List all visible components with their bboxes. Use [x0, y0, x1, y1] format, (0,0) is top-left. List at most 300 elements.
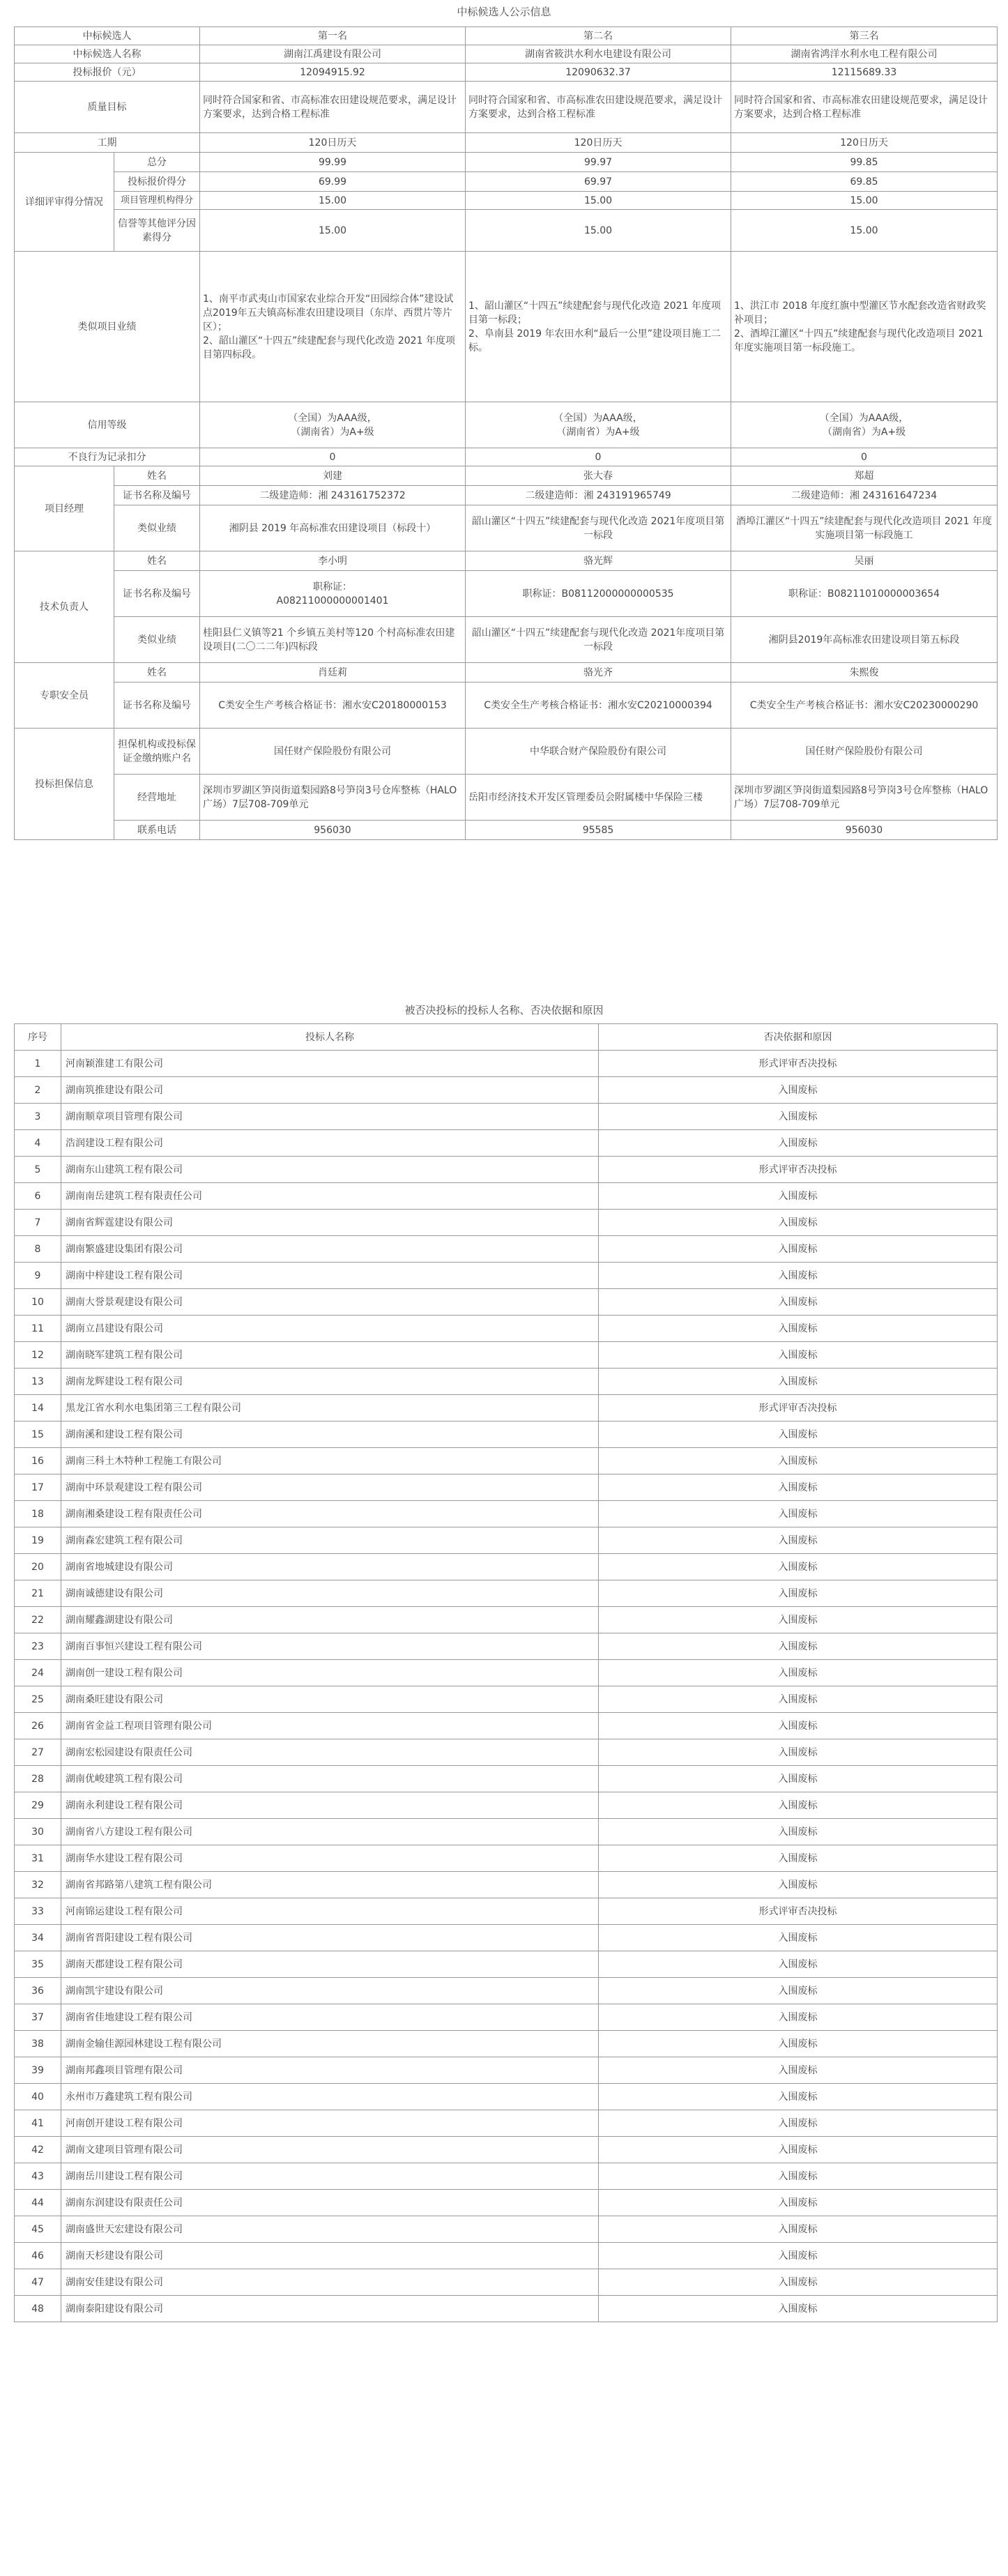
- bidder-name: 湖南泰阳建设有限公司: [61, 2296, 599, 2322]
- price-score-label: 投标报价得分: [114, 172, 200, 192]
- period-row: [15, 133, 998, 153]
- pm-name-3: 郑超: [731, 466, 998, 486]
- row-index: 41: [15, 2110, 61, 2137]
- reject-reason: 入围废标: [599, 1422, 998, 1448]
- row-index: 45: [15, 2216, 61, 2243]
- price-3: 12115689.33: [731, 63, 998, 82]
- similar-3: 1、洪江市 2018 年度红旗中型灌区节水配套改造省财政奖补项目； 2、酒埠江灌区“十四五”续建配套与现代化改造项目 2021 年度实施项目第一标段施工。: [731, 252, 998, 402]
- table-row: [15, 1077, 998, 1104]
- safety-name-2: 骆光齐: [466, 663, 731, 683]
- reject-reason: 入围废标: [599, 1342, 998, 1369]
- reject-reason: 形式评审否决投标: [599, 1051, 998, 1077]
- row-index: 30: [15, 1819, 61, 1845]
- table-row: [15, 1898, 998, 1925]
- reject-reason: 入围废标: [599, 1236, 998, 1263]
- table-row: [15, 2057, 998, 2084]
- row-index: 33: [15, 1898, 61, 1925]
- row-index: 22: [15, 1607, 61, 1633]
- table-row: [15, 1501, 998, 1527]
- row-index: 37: [15, 2004, 61, 2031]
- reject-reason: 入围废标: [599, 1263, 998, 1289]
- table-row: [15, 1289, 998, 1316]
- reject-reason: 形式评审否决投标: [599, 1157, 998, 1183]
- other-score-row: [15, 210, 998, 252]
- guarantee-phone-label: 联系电话: [114, 821, 200, 840]
- candidates-table: [14, 26, 998, 840]
- reject-reason: 入围废标: [599, 1739, 998, 1766]
- bidder-name: 湖南大誉景观建设有限公司: [61, 1289, 599, 1316]
- guarantee-phone-2: 95585: [466, 821, 731, 840]
- rejected-header-row: [15, 1024, 998, 1051]
- row-index: 34: [15, 1925, 61, 1951]
- name-row: [15, 45, 998, 63]
- row-index: 18: [15, 1501, 61, 1527]
- bidder-name: 河南锦运建设工程有限公司: [61, 1898, 599, 1925]
- table-row: [15, 1263, 998, 1289]
- quality-row: [15, 82, 998, 133]
- bidder-name: 湖南立昌建设有限公司: [61, 1316, 599, 1342]
- bidder-name: 湖南三科土木特种工程施工有限公司: [61, 1448, 599, 1474]
- tech-name-1: 李小明: [200, 551, 466, 571]
- safety-name-row: [15, 663, 998, 683]
- guarantee-org-1: 国任财产保险股份有限公司: [200, 729, 466, 775]
- price-score-1: 69.99: [200, 172, 466, 192]
- reject-reason: 入围废标: [599, 1210, 998, 1236]
- table-row: [15, 1104, 998, 1130]
- bidder-name: 湖南邦鑫项目管理有限公司: [61, 2057, 599, 2084]
- row-index: 2: [15, 1077, 61, 1104]
- quality-2: 同时符合国家和省、市高标准农田建设规范要求，满足设计方案要求，达到合格工程标准: [466, 82, 731, 133]
- price-row: [15, 63, 998, 82]
- name-label: 中标候选人名称: [15, 45, 200, 63]
- bad-record-1: 0: [200, 448, 466, 466]
- bad-record-2: 0: [466, 448, 731, 466]
- period-1: 120日历天: [200, 133, 466, 153]
- bidder-name: 湖南中环景观建设工程有限公司: [61, 1474, 599, 1501]
- table-row: [15, 1422, 998, 1448]
- bidder-name: 湖南省金益工程项目管理有限公司: [61, 1713, 599, 1739]
- row-index: 43: [15, 2163, 61, 2190]
- credit-1: （全国）为AAA级， （湖南省）为A+级: [200, 402, 466, 448]
- bidder-name: 湖南筑推建设有限公司: [61, 1077, 599, 1104]
- table-row: [15, 2137, 998, 2163]
- row-index: 36: [15, 1978, 61, 2004]
- table-row: [15, 1395, 998, 1422]
- table-row: [15, 1448, 998, 1474]
- bidder-name: 湖南省佳地建设工程有限公司: [61, 2004, 599, 2031]
- col-index-header: 序号: [15, 1024, 61, 1051]
- table-row: [15, 1051, 998, 1077]
- reject-reason: 入围废标: [599, 1369, 998, 1395]
- guarantee-addr-2: 岳阳市经济技术开发区管理委员会附属楼中华保险三楼: [466, 775, 731, 821]
- pm-score-label: 项目管理机构得分: [114, 192, 200, 210]
- row-index: 28: [15, 1766, 61, 1792]
- reject-reason: 入围废标: [599, 2216, 998, 2243]
- row-index: 27: [15, 1739, 61, 1766]
- bidder-name: 湖南省辉霆建设有限公司: [61, 1210, 599, 1236]
- table-row: [15, 1183, 998, 1210]
- price-2: 12090632.37: [466, 63, 731, 82]
- period-label: 工期: [15, 133, 200, 153]
- table-row: [15, 1660, 998, 1686]
- table-row: [15, 2296, 998, 2322]
- reject-reason: 形式评审否决投标: [599, 1395, 998, 1422]
- rejected-title: 被否决投标的投标人名称、否决依据和原因: [404, 1004, 604, 1016]
- reject-reason: 入围废标: [599, 2269, 998, 2296]
- row-index: 38: [15, 2031, 61, 2057]
- row-index: 15: [15, 1422, 61, 1448]
- row-index: 26: [15, 1713, 61, 1739]
- row-index: 23: [15, 1633, 61, 1660]
- rank-2: 第二名: [466, 27, 731, 45]
- reject-reason: 入围废标: [599, 2190, 998, 2216]
- reject-reason: 入围废标: [599, 1766, 998, 1792]
- pm-cert-row: [15, 486, 998, 505]
- bidder-name: 湖南盛世天宏建设有限公司: [61, 2216, 599, 2243]
- pm-name-label: 姓名: [114, 466, 200, 486]
- table-row: [15, 1607, 998, 1633]
- reject-reason: 入围废标: [599, 1607, 998, 1633]
- row-index: 4: [15, 1130, 61, 1157]
- bidder-name: 湖南凯宇建设有限公司: [61, 1978, 599, 2004]
- row-index: 14: [15, 1395, 61, 1422]
- guarantee-addr-3: 深圳市罗湖区笋岗街道梨园路8号笋岗3号仓库整栋（HALO广场）7层708-709单元: [731, 775, 998, 821]
- reject-reason: 入围废标: [599, 1527, 998, 1554]
- tech-perf-label: 类似业绩: [114, 617, 200, 663]
- row-index: 3: [15, 1104, 61, 1130]
- reject-reason: 入围废标: [599, 1978, 998, 2004]
- tech-cert-2: 职称证：B08112000000000535: [466, 571, 731, 617]
- tech-cert-row: [15, 571, 998, 617]
- pm-group-label: 项目经理: [15, 466, 114, 551]
- bidder-name: 浩润建设工程有限公司: [61, 1130, 599, 1157]
- bidder-name: 湖南东山建筑工程有限公司: [61, 1157, 599, 1183]
- reject-reason: 入围废标: [599, 1951, 998, 1978]
- price-label: 投标报价（元）: [15, 63, 200, 82]
- pm-perf-label: 类似业绩: [114, 505, 200, 551]
- tech-cert-3: 职称证：B08211010000003654: [731, 571, 998, 617]
- rejected-table: [14, 1023, 998, 2322]
- table-row: [15, 2004, 998, 2031]
- table-row: [15, 1766, 998, 1792]
- tech-perf-2: 韶山灌区“十四五”续建配套与现代化改造 2021年度项目第一标段: [466, 617, 731, 663]
- safety-cert-label: 证书名称及编号: [114, 683, 200, 729]
- quality-label: 质量目标: [15, 82, 200, 133]
- table-row: [15, 1951, 998, 1978]
- table-row: [15, 2190, 998, 2216]
- tech-perf-3: 湘阴县2019年高标准农田建设项目第五标段: [731, 617, 998, 663]
- pm-score-3: 15.00: [731, 192, 998, 210]
- bidder-name: 湖南省八方建设工程有限公司: [61, 1819, 599, 1845]
- bidder-name: 湖南百事恒兴建设工程有限公司: [61, 1633, 599, 1660]
- table-row: [15, 2216, 998, 2243]
- row-index: 8: [15, 1236, 61, 1263]
- bidder-name: 湖南东润建设有限责任公司: [61, 2190, 599, 2216]
- bad-record-label: 不良行为记录扣分: [15, 448, 200, 466]
- table-row: [15, 1872, 998, 1898]
- reject-reason: 入围废标: [599, 1633, 998, 1660]
- bidder-name: 湖南耀鑫湖建设有限公司: [61, 1607, 599, 1633]
- table-row: [15, 1845, 998, 1872]
- bidder-name: 湖南顺章项目管理有限公司: [61, 1104, 599, 1130]
- table-row: [15, 1474, 998, 1501]
- row-index: 31: [15, 1845, 61, 1872]
- credit-label: 信用等级: [15, 402, 200, 448]
- row-index: 40: [15, 2084, 61, 2110]
- period-2: 120日历天: [466, 133, 731, 153]
- row-index: 17: [15, 1474, 61, 1501]
- row-index: 39: [15, 2057, 61, 2084]
- table-row: [15, 1527, 998, 1554]
- other-score-3: 15.00: [731, 210, 998, 252]
- row-index: 35: [15, 1951, 61, 1978]
- guarantee-org-label: 担保机构或投标保证金缴纳账户名: [114, 729, 200, 775]
- bidder-name: 湖南繁盛建设集团有限公司: [61, 1236, 599, 1263]
- tech-name-label: 姓名: [114, 551, 200, 571]
- bidder-name: 湖南森宏建筑工程有限公司: [61, 1527, 599, 1554]
- header-row: [15, 27, 998, 45]
- table-row: [15, 2110, 998, 2137]
- name-3: 湖南省鸿洋水利水电工程有限公司: [731, 45, 998, 63]
- bidder-name: 黑龙江省水利水电集团第三工程有限公司: [61, 1395, 599, 1422]
- table-row: [15, 1633, 998, 1660]
- table-row: [15, 1925, 998, 1951]
- row-index: 12: [15, 1342, 61, 1369]
- total-label: 总分: [114, 153, 200, 172]
- reject-reason: 入围废标: [599, 1077, 998, 1104]
- row-index: 46: [15, 2243, 61, 2269]
- reject-reason: 入围废标: [599, 2137, 998, 2163]
- bidder-name: 湖南省邦路第八建筑工程有限公司: [61, 1872, 599, 1898]
- pm-cert-3: 二级建造师：湘 243161647234: [731, 486, 998, 505]
- reject-reason: 入围废标: [599, 2243, 998, 2269]
- reject-reason: 入围废标: [599, 2004, 998, 2031]
- credit-3: （全国）为AAA级， （湖南省）为A+级: [731, 402, 998, 448]
- bidder-name: 湖南诚德建设有限公司: [61, 1580, 599, 1607]
- tech-name-2: 骆光辉: [466, 551, 731, 571]
- row-index: 47: [15, 2269, 61, 2296]
- bidder-name: 湖南省晋阳建设工程有限公司: [61, 1925, 599, 1951]
- bidder-name: 湖南省地城建设有限公司: [61, 1554, 599, 1580]
- reject-reason: 入围废标: [599, 1183, 998, 1210]
- table-row: [15, 1316, 998, 1342]
- table-row: [15, 1130, 998, 1157]
- bidder-name: 湖南晓军建筑工程有限公司: [61, 1342, 599, 1369]
- bidder-name: 湖南桑旺建设有限公司: [61, 1686, 599, 1713]
- guarantee-org-2: 中华联合财产保险股份有限公司: [466, 729, 731, 775]
- table-row: [15, 1210, 998, 1236]
- tech-perf-row: [15, 617, 998, 663]
- reject-reason: 入围废标: [599, 2057, 998, 2084]
- price-score-3: 69.85: [731, 172, 998, 192]
- bidder-name: 湖南岳川建设工程有限公司: [61, 2163, 599, 2190]
- bidder-name: 湖南溪和建设工程有限公司: [61, 1422, 599, 1448]
- row-index: 32: [15, 1872, 61, 1898]
- safety-name-1: 肖廷莉: [200, 663, 466, 683]
- bidder-name: 永州市万鑫建筑工程有限公司: [61, 2084, 599, 2110]
- reject-reason: 入围废标: [599, 1872, 998, 1898]
- table-row: [15, 1157, 998, 1183]
- pm-score-1: 15.00: [200, 192, 466, 210]
- score-group-label: 详细评审得分情况: [15, 153, 114, 252]
- rank-3: 第三名: [731, 27, 998, 45]
- row-index: 48: [15, 2296, 61, 2322]
- reject-reason: 入围废标: [599, 1845, 998, 1872]
- safety-cert-row: [15, 683, 998, 729]
- bidder-name: 湖南金输佳源园林建设工程有限公司: [61, 2031, 599, 2057]
- table-row: [15, 1739, 998, 1766]
- table-row: [15, 1342, 998, 1369]
- safety-cert-2: C类安全生产考核合格证书：湘水安C20210000394: [466, 683, 731, 729]
- row-index: 24: [15, 1660, 61, 1686]
- bidder-name: 湖南宏松园建设有限责任公司: [61, 1739, 599, 1766]
- guarantee-addr-row: [15, 775, 998, 821]
- reject-reason: 入围废标: [599, 2110, 998, 2137]
- row-index: 42: [15, 2137, 61, 2163]
- pm-score-row: [15, 192, 998, 210]
- guarantee-group-label: 投标担保信息: [15, 729, 114, 840]
- period-3: 120日历天: [731, 133, 998, 153]
- row-index: 9: [15, 1263, 61, 1289]
- table-row: [15, 1580, 998, 1607]
- row-index: 25: [15, 1686, 61, 1713]
- bidder-name: 湖南华水建设工程有限公司: [61, 1845, 599, 1872]
- table-row: [15, 1686, 998, 1713]
- table-row: [15, 1369, 998, 1395]
- total-2: 99.97: [466, 153, 731, 172]
- reject-reason: 入围废标: [599, 1580, 998, 1607]
- bidder-name: 湖南中梓建设工程有限公司: [61, 1263, 599, 1289]
- pm-cert-2: 二级建造师：湘 243191965749: [466, 486, 731, 505]
- bidder-name: 湖南安佳建设有限公司: [61, 2269, 599, 2296]
- table-row: [15, 2163, 998, 2190]
- row-index: 11: [15, 1316, 61, 1342]
- reject-reason: 入围废标: [599, 2163, 998, 2190]
- guarantee-phone-row: [15, 821, 998, 840]
- reject-reason: 入围废标: [599, 1316, 998, 1342]
- reject-reason: 入围废标: [599, 1686, 998, 1713]
- reject-reason: 入围废标: [599, 1713, 998, 1739]
- row-index: 5: [15, 1157, 61, 1183]
- rejected-rows: [15, 1051, 998, 2322]
- reject-reason: 入围废标: [599, 1474, 998, 1501]
- pm-perf-row: [15, 505, 998, 551]
- col-bidder-header: 投标人名称: [61, 1024, 599, 1051]
- pm-name-1: 刘建: [200, 466, 466, 486]
- other-score-2: 15.00: [466, 210, 731, 252]
- reject-reason: 入围废标: [599, 1554, 998, 1580]
- bidder-name: 湖南龙辉建设工程有限公司: [61, 1369, 599, 1395]
- bidder-name: 河南创开建设工程有限公司: [61, 2110, 599, 2137]
- pm-cert-label: 证书名称及编号: [114, 486, 200, 505]
- total-3: 99.85: [731, 153, 998, 172]
- bidder-name: 湖南创一建设工程有限公司: [61, 1660, 599, 1686]
- bad-record-row: [15, 448, 998, 466]
- reject-reason: 入围废标: [599, 1819, 998, 1845]
- pm-cert-1: 二级建造师：湘 243161752372: [200, 486, 466, 505]
- price-score-2: 69.97: [466, 172, 731, 192]
- bidder-name: 湖南永利建设工程有限公司: [61, 1792, 599, 1819]
- other-score-label: 信誉等其他评分因素得分: [114, 210, 200, 252]
- table-row: [15, 1792, 998, 1819]
- rank-1: 第一名: [200, 27, 466, 45]
- reject-reason: 入围废标: [599, 1104, 998, 1130]
- bidder-name: 湖南天杉建设有限公司: [61, 2243, 599, 2269]
- row-index: 13: [15, 1369, 61, 1395]
- guarantee-org-3: 国任财产保险股份有限公司: [731, 729, 998, 775]
- reject-reason: 形式评审否决投标: [599, 1898, 998, 1925]
- safety-group-label: 专职安全员: [15, 663, 114, 729]
- row-index: 10: [15, 1289, 61, 1316]
- name-1: 湖南江禹建设有限公司: [200, 45, 466, 63]
- table-row: [15, 1713, 998, 1739]
- reject-reason: 入围废标: [599, 1660, 998, 1686]
- tech-name-row: [15, 551, 998, 571]
- guarantee-phone-1: 956030: [200, 821, 466, 840]
- reject-reason: 入围废标: [599, 1448, 998, 1474]
- tech-cert-1: 职称证： A08211000000001401: [200, 571, 466, 617]
- reject-reason: 入围废标: [599, 1925, 998, 1951]
- total-1: 99.99: [200, 153, 466, 172]
- tech-group-label: 技术负责人: [15, 551, 114, 663]
- col-reason-header: 否决依据和原因: [599, 1024, 998, 1051]
- reject-reason: 入围废标: [599, 1501, 998, 1527]
- bidder-name: 湖南南岳建筑工程有限责任公司: [61, 1183, 599, 1210]
- similar-1: 1、南平市武夷山市国家农业综合开发“田园综合体”建设试点2019年五夫镇高标准农田建设项目（东岸、西贯片等片区）； 2、韶山灌区“十四五”续建配套与现代化改造 2021 年度项目第四标段。: [200, 252, 466, 402]
- pm-perf-2: 韶山灌区“十四五”续建配套与现代化改造 2021年度项目第一标段: [466, 505, 731, 551]
- table-row: [15, 2031, 998, 2057]
- tech-perf-1: 桂阳县仁义镇等21 个乡镇五美村等120 个村高标准农田建设项目(二〇二二年)四标段: [200, 617, 466, 663]
- row-index: 21: [15, 1580, 61, 1607]
- bad-record-3: 0: [731, 448, 998, 466]
- safety-name-3: 朱熙俊: [731, 663, 998, 683]
- pm-perf-1: 湘阴县 2019 年高标准农田建设项目（标段十）: [200, 505, 466, 551]
- safety-name-label: 姓名: [114, 663, 200, 683]
- reject-reason: 入围废标: [599, 2031, 998, 2057]
- similar-label: 类似项目业绩: [15, 252, 200, 402]
- row-index: 20: [15, 1554, 61, 1580]
- table-row: [15, 1978, 998, 2004]
- reject-reason: 入围废标: [599, 1130, 998, 1157]
- header-label: 中标候选人: [15, 27, 200, 45]
- row-index: 1: [15, 1051, 61, 1077]
- total-row: [15, 153, 998, 172]
- quality-1: 同时符合国家和省、市高标准农田建设规范要求，满足设计方案要求，达到合格工程标准: [200, 82, 466, 133]
- similar-2: 1、韶山灌区“十四五”续建配套与现代化改造 2021 年度项目第一标段； 2、阜南县 2019 年农田水利“最后一公里”建设项目施工二标。: [466, 252, 731, 402]
- guarantee-addr-1: 深圳市罗湖区笋岗街道梨园路8号笋岗3号仓库整栋（HALO广场）7层708-709单元: [200, 775, 466, 821]
- bidder-name: 湖南文建项目管理有限公司: [61, 2137, 599, 2163]
- reject-reason: 入围废标: [599, 2084, 998, 2110]
- bidder-name: 湖南湘桑建设工程有限责任公司: [61, 1501, 599, 1527]
- price-score-row: [15, 172, 998, 192]
- name-2: 湖南省筱洪水利水电建设有限公司: [466, 45, 731, 63]
- safety-cert-1: C类安全生产考核合格证书：湘水安C20180000153: [200, 683, 466, 729]
- pm-score-2: 15.00: [466, 192, 731, 210]
- table-row: [15, 2269, 998, 2296]
- safety-cert-3: C类安全生产考核合格证书：湘水安C20230000290: [731, 683, 998, 729]
- bidder-name: 河南颖淮建工有限公司: [61, 1051, 599, 1077]
- bidder-name: 湖南天郡建设工程有限公司: [61, 1951, 599, 1978]
- row-index: 29: [15, 1792, 61, 1819]
- table-row: [15, 2243, 998, 2269]
- row-index: 19: [15, 1527, 61, 1554]
- table-row: [15, 1554, 998, 1580]
- other-score-1: 15.00: [200, 210, 466, 252]
- quality-3: 同时符合国家和省、市高标准农田建设规范要求，满足设计方案要求，达到合格工程标准: [731, 82, 998, 133]
- guarantee-org-row: [15, 729, 998, 775]
- tech-cert-label: 证书名称及编号: [114, 571, 200, 617]
- credit-2: （全国）为AAA级， （湖南省）为A+级: [466, 402, 731, 448]
